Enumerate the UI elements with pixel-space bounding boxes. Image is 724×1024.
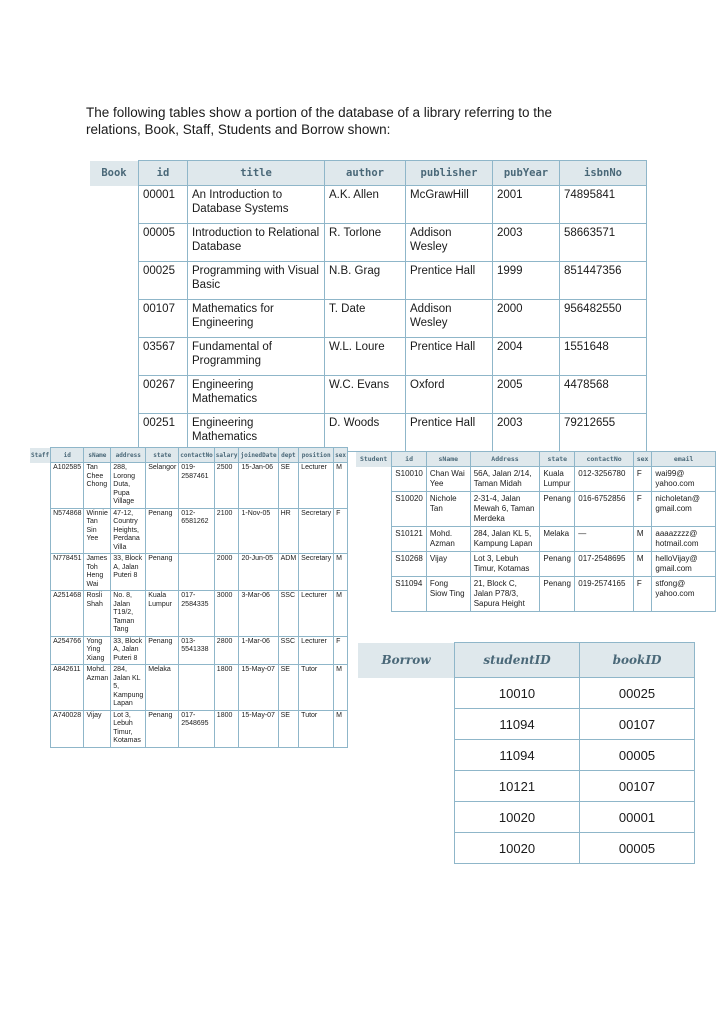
staff-cell: Lot 3, Lebuh Timur, Kotamas bbox=[111, 710, 146, 747]
book-cell: Mathematics for Engineering bbox=[188, 300, 325, 338]
student-header-3: state bbox=[540, 452, 575, 467]
student-cell: nicholetan@ gmail.com bbox=[652, 492, 716, 527]
student-cell: 017-2548695 bbox=[575, 552, 634, 577]
staff-cell: Winnie Tan Sin Yee bbox=[84, 508, 111, 554]
staff-header-2: address bbox=[111, 448, 146, 463]
staff-cell: Penang bbox=[146, 710, 179, 747]
book-header-3: publisher bbox=[406, 161, 493, 186]
staff-header-6: joinedDate bbox=[239, 448, 278, 463]
staff-cell: Vijay bbox=[84, 710, 111, 747]
book-row-spacer bbox=[90, 338, 139, 376]
student-cell: S10020 bbox=[392, 492, 427, 527]
intro-line-1: The following tables show a portion of the database of a library referring to the bbox=[86, 105, 553, 120]
staff-header-8: position bbox=[299, 448, 334, 463]
intro-line-2: relations, Book, Staff, Students and Borrow shown: bbox=[86, 122, 391, 137]
staff-cell bbox=[179, 665, 215, 711]
staff-header-0: id bbox=[51, 448, 84, 463]
student-cell: S10268 bbox=[392, 552, 427, 577]
borrow-cell: 00005 bbox=[580, 833, 695, 864]
book-header-2: author bbox=[325, 161, 406, 186]
borrow-cell: 10121 bbox=[455, 771, 580, 802]
staff-cell: 33, Block A, Jalan Puteri 8 bbox=[111, 636, 146, 665]
student-cell: 2-31-4, Jalan Mewah 6, Taman Merdeka bbox=[470, 492, 540, 527]
borrow-cell: 00001 bbox=[580, 802, 695, 833]
staff-header-9: sex bbox=[334, 448, 348, 463]
book-cell: 00251 bbox=[139, 414, 188, 452]
staff-cell: N778451 bbox=[51, 554, 84, 591]
staff-cell: 15-May-07 bbox=[239, 665, 278, 711]
student-row-spacer bbox=[356, 552, 392, 577]
borrow-row-spacer bbox=[358, 802, 455, 833]
table-row bbox=[356, 577, 716, 612]
staff-cell: A254766 bbox=[51, 636, 84, 665]
book-header-5: isbnNo bbox=[560, 161, 647, 186]
table-row bbox=[358, 678, 695, 709]
book-cell: Oxford bbox=[406, 376, 493, 414]
staff-cell: Selangor bbox=[146, 463, 179, 509]
book-cell: 956482550 bbox=[560, 300, 647, 338]
borrow-cell: 00107 bbox=[580, 771, 695, 802]
book-row-spacer bbox=[90, 376, 139, 414]
student-cell: 284, Jalan KL 5, Kampung Lapan bbox=[470, 527, 540, 552]
book-row-spacer bbox=[90, 414, 139, 452]
staff-cell: M bbox=[334, 665, 348, 711]
borrow-cell: 10010 bbox=[455, 678, 580, 709]
staff-cell: 2800 bbox=[214, 636, 239, 665]
staff-row-spacer bbox=[30, 665, 51, 711]
staff-cell: 20-Jun-05 bbox=[239, 554, 278, 591]
book-cell: N.B. Grag bbox=[325, 262, 406, 300]
book-cell: 00025 bbox=[139, 262, 188, 300]
student-header-1: sName bbox=[426, 452, 470, 467]
book-row-spacer bbox=[90, 186, 139, 224]
book-cell: 2001 bbox=[493, 186, 560, 224]
student-cell: M bbox=[633, 527, 652, 552]
book-cell: 00005 bbox=[139, 224, 188, 262]
table-row bbox=[30, 508, 347, 554]
staff-cell: Yong Ying Xiang bbox=[84, 636, 111, 665]
student-cell: S10121 bbox=[392, 527, 427, 552]
book-cell: W.C. Evans bbox=[325, 376, 406, 414]
borrow-cell: 00025 bbox=[580, 678, 695, 709]
student-cell: Mohd. Azman bbox=[426, 527, 470, 552]
staff-cell: 017-2584335 bbox=[179, 591, 215, 637]
staff-cell bbox=[179, 554, 215, 591]
student-cell: stfong@ yahoo.com bbox=[652, 577, 716, 612]
staff-header-4: contactNo bbox=[179, 448, 215, 463]
borrow-row-spacer bbox=[358, 678, 455, 709]
book-table bbox=[90, 160, 647, 452]
book-cell: D. Woods bbox=[325, 414, 406, 452]
table-row bbox=[90, 376, 647, 414]
staff-cell: 288, Lorong Duta, Pupa Village bbox=[111, 463, 146, 509]
staff-cell: 15-May-07 bbox=[239, 710, 278, 747]
book-cell: Prentice Hall bbox=[406, 414, 493, 452]
student-cell: — bbox=[575, 527, 634, 552]
book-cell: 00107 bbox=[139, 300, 188, 338]
borrow-row-spacer bbox=[358, 771, 455, 802]
book-cell: 74895841 bbox=[560, 186, 647, 224]
staff-cell: F bbox=[334, 636, 348, 665]
staff-cell: F bbox=[334, 508, 348, 554]
book-cell: 851447356 bbox=[560, 262, 647, 300]
staff-cell: 019-2587461 bbox=[179, 463, 215, 509]
staff-cell: 47-12, Country Heights, Perdana Villa bbox=[111, 508, 146, 554]
book-cell: 58663571 bbox=[560, 224, 647, 262]
student-cell: S11094 bbox=[392, 577, 427, 612]
staff-cell: ADM bbox=[278, 554, 299, 591]
staff-row-spacer bbox=[30, 591, 51, 637]
staff-cell: 2500 bbox=[214, 463, 239, 509]
student-cell: Chan Wai Yee bbox=[426, 467, 470, 492]
book-cell: Programming with Visual Basic bbox=[188, 262, 325, 300]
staff-cell: SSC bbox=[278, 591, 299, 637]
staff-header-1: sName bbox=[84, 448, 111, 463]
book-cell: 00267 bbox=[139, 376, 188, 414]
table-row bbox=[358, 771, 695, 802]
borrow-relation-label: Borrow bbox=[358, 643, 455, 678]
staff-cell: M bbox=[334, 710, 348, 747]
staff-cell: 013-5541338 bbox=[179, 636, 215, 665]
book-cell: T. Date bbox=[325, 300, 406, 338]
book-header-1: title bbox=[188, 161, 325, 186]
table-row bbox=[356, 492, 716, 527]
staff-cell: SE bbox=[278, 710, 299, 747]
student-cell: 56A, Jalan 2/14, Taman Midah bbox=[470, 467, 540, 492]
table-row bbox=[90, 300, 647, 338]
book-cell: Fundamental of Programming bbox=[188, 338, 325, 376]
borrow-cell: 11094 bbox=[455, 709, 580, 740]
table-row bbox=[356, 552, 716, 577]
staff-cell: 1-Mar-06 bbox=[239, 636, 278, 665]
staff-cell: Mohd. Azman bbox=[84, 665, 111, 711]
student-cell: aaaazzzz@ hotmail.com bbox=[652, 527, 716, 552]
table-row bbox=[358, 833, 695, 864]
student-cell: wai99@ yahoo.com bbox=[652, 467, 716, 492]
book-cell: Addison Wesley bbox=[406, 224, 493, 262]
student-cell: Penang bbox=[540, 492, 575, 527]
book-cell: 2003 bbox=[493, 414, 560, 452]
book-cell: W.L. Loure bbox=[325, 338, 406, 376]
borrow-cell: 00107 bbox=[580, 709, 695, 740]
staff-cell: M bbox=[334, 591, 348, 637]
staff-cell: 3000 bbox=[214, 591, 239, 637]
table-row bbox=[30, 636, 347, 665]
table-row bbox=[30, 710, 347, 747]
book-cell: 79212655 bbox=[560, 414, 647, 452]
staff-table bbox=[30, 447, 348, 748]
book-cell: 2004 bbox=[493, 338, 560, 376]
book-cell: 2000 bbox=[493, 300, 560, 338]
table-row bbox=[30, 554, 347, 591]
staff-cell: Lecturer bbox=[299, 636, 334, 665]
student-cell: 012-3256780 bbox=[575, 467, 634, 492]
borrow-cell: 10020 bbox=[455, 833, 580, 864]
staff-cell: Tutor bbox=[299, 665, 334, 711]
borrow-header-0: studentID bbox=[455, 643, 580, 678]
student-cell: helloVijay@ gmail.com bbox=[652, 552, 716, 577]
student-cell: 21, Block C, Jalan P78/3, Sapura Height bbox=[470, 577, 540, 612]
staff-row-spacer bbox=[30, 710, 51, 747]
book-cell: Engineering Mathematics bbox=[188, 376, 325, 414]
borrow-header-1: bookID bbox=[580, 643, 695, 678]
staff-cell: 1800 bbox=[214, 665, 239, 711]
table-row bbox=[358, 802, 695, 833]
student-cell: M bbox=[633, 552, 652, 577]
student-header-5: sex bbox=[633, 452, 652, 467]
staff-cell: Secretary bbox=[299, 554, 334, 591]
table-row bbox=[90, 262, 647, 300]
staff-cell: 017-2548695 bbox=[179, 710, 215, 747]
table-row bbox=[90, 414, 647, 452]
book-cell: 03567 bbox=[139, 338, 188, 376]
staff-cell: Kuala Lumpur bbox=[146, 591, 179, 637]
staff-cell: 3-Mar-06 bbox=[239, 591, 278, 637]
table-row bbox=[90, 186, 647, 224]
book-cell: R. Torlone bbox=[325, 224, 406, 262]
staff-cell: N574868 bbox=[51, 508, 84, 554]
borrow-row-spacer bbox=[358, 709, 455, 740]
book-cell: McGrawHill bbox=[406, 186, 493, 224]
book-cell: 4478568 bbox=[560, 376, 647, 414]
borrow-cell: 11094 bbox=[455, 740, 580, 771]
student-row-spacer bbox=[356, 527, 392, 552]
student-cell: Nichole Tan bbox=[426, 492, 470, 527]
staff-cell: Lecturer bbox=[299, 591, 334, 637]
staff-cell: A842611 bbox=[51, 665, 84, 711]
student-cell: Fong Siow Ting bbox=[426, 577, 470, 612]
staff-cell: HR bbox=[278, 508, 299, 554]
student-cell: Penang bbox=[540, 552, 575, 577]
book-cell: 1999 bbox=[493, 262, 560, 300]
staff-cell: 15-Jan-06 bbox=[239, 463, 278, 509]
student-row-spacer bbox=[356, 492, 392, 527]
student-cell: 016-6752856 bbox=[575, 492, 634, 527]
book-row-spacer bbox=[90, 262, 139, 300]
table-row bbox=[30, 665, 347, 711]
staff-cell: 33, Block A, Jalan Puteri 8 bbox=[111, 554, 146, 591]
staff-cell: M bbox=[334, 554, 348, 591]
student-header-6: email bbox=[652, 452, 716, 467]
student-cell: Penang bbox=[540, 577, 575, 612]
borrow-table bbox=[358, 642, 695, 864]
table-row bbox=[30, 463, 347, 509]
book-cell: Prentice Hall bbox=[406, 262, 493, 300]
table-row bbox=[90, 338, 647, 376]
book-relation-label: Book bbox=[90, 161, 139, 186]
staff-header-7: dept bbox=[278, 448, 299, 463]
staff-cell: Lecturer bbox=[299, 463, 334, 509]
student-cell: Kuala Lumpur bbox=[540, 467, 575, 492]
intro-text bbox=[86, 104, 646, 138]
book-cell: 2003 bbox=[493, 224, 560, 262]
borrow-row-spacer bbox=[358, 740, 455, 771]
book-cell: 1551648 bbox=[560, 338, 647, 376]
staff-cell: James Toh Heng Wai bbox=[84, 554, 111, 591]
staff-cell: A740028 bbox=[51, 710, 84, 747]
student-header-2: Address bbox=[470, 452, 540, 467]
borrow-cell: 10020 bbox=[455, 802, 580, 833]
student-row-spacer bbox=[356, 577, 392, 612]
staff-header-3: state bbox=[146, 448, 179, 463]
book-cell: Addison Wesley bbox=[406, 300, 493, 338]
staff-cell: SE bbox=[278, 665, 299, 711]
staff-row-spacer bbox=[30, 463, 51, 509]
table-row bbox=[356, 467, 716, 492]
table-row bbox=[358, 709, 695, 740]
book-cell: 2005 bbox=[493, 376, 560, 414]
staff-cell: Tutor bbox=[299, 710, 334, 747]
table-row bbox=[356, 527, 716, 552]
borrow-header-row bbox=[358, 643, 695, 678]
student-cell: S10010 bbox=[392, 467, 427, 492]
staff-cell: Tan Chee Chong bbox=[84, 463, 111, 509]
student-cell: 019-2574165 bbox=[575, 577, 634, 612]
staff-cell: 1800 bbox=[214, 710, 239, 747]
staff-cell: A102585 bbox=[51, 463, 84, 509]
staff-header-5: salary bbox=[214, 448, 239, 463]
borrow-cell: 00005 bbox=[580, 740, 695, 771]
staff-cell: Melaka bbox=[146, 665, 179, 711]
student-cell: Vijay bbox=[426, 552, 470, 577]
staff-cell: SSC bbox=[278, 636, 299, 665]
staff-cell: Penang bbox=[146, 554, 179, 591]
student-row-spacer bbox=[356, 467, 392, 492]
student-cell: F bbox=[633, 577, 652, 612]
student-header-4: contactNo bbox=[575, 452, 634, 467]
table-row bbox=[358, 740, 695, 771]
staff-cell: Rosli Shah bbox=[84, 591, 111, 637]
book-cell: Prentice Hall bbox=[406, 338, 493, 376]
table-row bbox=[30, 591, 347, 637]
book-cell: 00001 bbox=[139, 186, 188, 224]
staff-cell: No. 8, Jalan T19/2, Taman Tang bbox=[111, 591, 146, 637]
table-row bbox=[90, 224, 647, 262]
student-cell: F bbox=[633, 467, 652, 492]
staff-cell: 2000 bbox=[214, 554, 239, 591]
staff-cell: 1-Nov-05 bbox=[239, 508, 278, 554]
staff-cell: A251468 bbox=[51, 591, 84, 637]
book-header-4: pubYear bbox=[493, 161, 560, 186]
book-row-spacer bbox=[90, 224, 139, 262]
staff-relation-label: Staff bbox=[30, 448, 51, 463]
book-cell: A.K. Allen bbox=[325, 186, 406, 224]
student-table bbox=[356, 451, 716, 612]
student-header-row bbox=[356, 452, 716, 467]
staff-cell: 284, Jalan KL 5, Kampung Lapan bbox=[111, 665, 146, 711]
staff-cell: Penang bbox=[146, 508, 179, 554]
book-header-0: id bbox=[139, 161, 188, 186]
student-cell: F bbox=[633, 492, 652, 527]
staff-row-spacer bbox=[30, 636, 51, 665]
book-cell: Engineering Mathematics bbox=[188, 414, 325, 452]
staff-cell: 2100 bbox=[214, 508, 239, 554]
book-header-row bbox=[90, 161, 647, 186]
staff-cell: SE bbox=[278, 463, 299, 509]
staff-cell: M bbox=[334, 463, 348, 509]
book-row-spacer bbox=[90, 300, 139, 338]
student-cell: Lot 3, Lebuh Timur, Kotamas bbox=[470, 552, 540, 577]
staff-cell: Secretary bbox=[299, 508, 334, 554]
student-header-0: id bbox=[392, 452, 427, 467]
student-cell: Melaka bbox=[540, 527, 575, 552]
borrow-row-spacer bbox=[358, 833, 455, 864]
staff-row-spacer bbox=[30, 508, 51, 554]
book-cell: Introduction to Relational Database bbox=[188, 224, 325, 262]
staff-cell: Penang bbox=[146, 636, 179, 665]
staff-cell: 012-6581262 bbox=[179, 508, 215, 554]
student-relation-label: Student bbox=[356, 452, 392, 467]
staff-header-row bbox=[30, 448, 347, 463]
staff-row-spacer bbox=[30, 554, 51, 591]
book-cell: An Introduction to Database Systems bbox=[188, 186, 325, 224]
